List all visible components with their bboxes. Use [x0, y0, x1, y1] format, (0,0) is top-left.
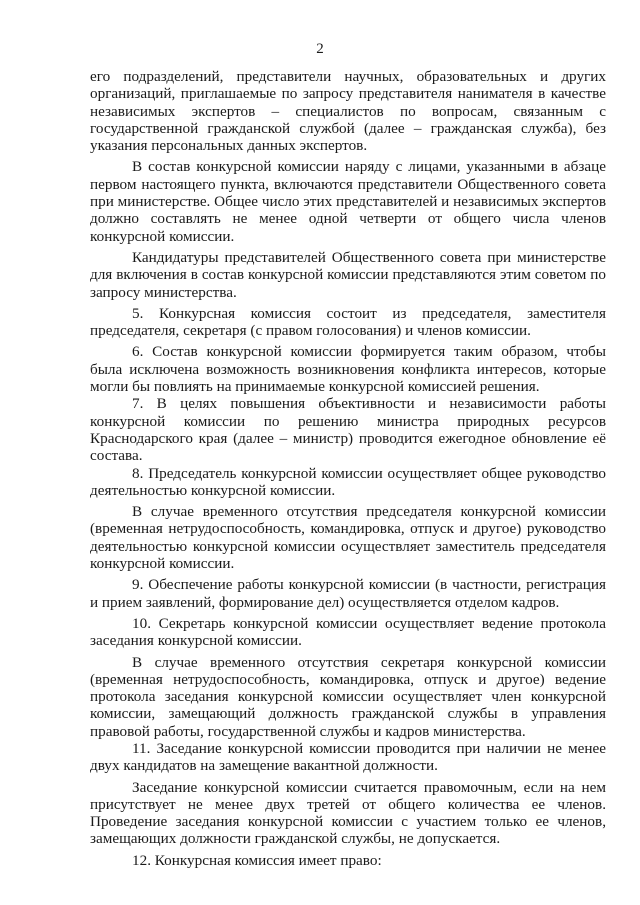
- paragraph-item-10: 10. Секретарь конкурсной комиссии осуществляет ведение протокола заседания конкурсной комиссии.: [90, 614, 606, 650]
- paragraph-secretary-absence: В случае временного отсутствия секретаря конкурсной комиссии (временная нетрудоспособность, командировка, отпуск и другое) ведение протокола заседания конкурсной комиссии осуществляет член конкурсной комиссии, замещающий должность гражданской службы в управления правовой работы, государственной службы и кадров министерства.: [90, 653, 606, 740]
- paragraph-item-6: 6. Состав конкурсной комиссии формируется таким образом, чтобы была исключена возможность возникновения конфликта интересов, которые могли бы повлиять на принимаемые конкурсной комиссией решения.: [90, 343, 606, 396]
- paragraph-item-8: 8. Председатель конкурсной комиссии осуществляет общее руководство деятельностью конкурсной комиссии.: [90, 464, 606, 499]
- paragraph-item-11: 11. Заседание конкурсной комиссии проводится при наличии не менее двух кандидатов на замещение вакантной должности.: [90, 739, 606, 775]
- paragraph-quorum: Заседание конкурсной комиссии считается правомочным, если на нем присутствует не менее двух третей от общего количества ее членов. Проведение заседания конкурсной комиссии с участием только ее членов, замещающих должности гражданской службы, не допускается.: [90, 778, 606, 848]
- page-number: 2: [316, 41, 324, 57]
- document-body: [90, 68, 606, 869]
- paragraph-public-council: В состав конкурсной комиссии наряду с лицами, указанными в абзаце первом настоящего пункта, включаются представители Общественного совета при министерстве. Общее число этих представителей и независимых экспертов должно составлять не менее одной четверти от общего числа членов конкурсной комиссии.: [90, 158, 606, 245]
- paragraph-experts: его подразделений, представители научных, образовательных и других организаций, приглашаемые по запросу представителя нанимателя в качестве независимых экспертов – специалистов по вопросам, связанным с государственной гражданской службой (далее – гражданская служба), без указания персональных данных экспертов.: [90, 68, 606, 155]
- paragraph-item-7: 7. В целях повышения объективности и независимости работы конкурсной комиссии по решению министра природных ресурсов Краснодарского края (далее – министр) проводится ежегодное обновление её состава.: [90, 395, 606, 465]
- paragraph-candidates: Кандидатуры представителей Общественного совета при министерстве для включения в состав конкурсной комиссии представляются этим советом по запросу министерства.: [90, 248, 606, 301]
- paragraph-chair-absence: В случае временного отсутствия председателя конкурсной комиссии (временная нетрудоспособность, командировка, отпуск и другое) руководство деятельностью конкурсной комиссии осуществляет заместитель председателя конкурсной комиссии.: [90, 503, 606, 573]
- paragraph-item-12: 12. Конкурсная комиссия имеет право:: [132, 851, 382, 869]
- paragraph-item-5: 5. Конкурсная комиссия состоит из председателя, заместителя председателя, секретаря (с правом голосования) и членов комиссии.: [90, 304, 606, 340]
- paragraph-item-9: 9. Обеспечение работы конкурсной комиссии (в частности, регистрация и прием заявлений, формирование дел) осуществляется отделом кадров.: [90, 576, 606, 611]
